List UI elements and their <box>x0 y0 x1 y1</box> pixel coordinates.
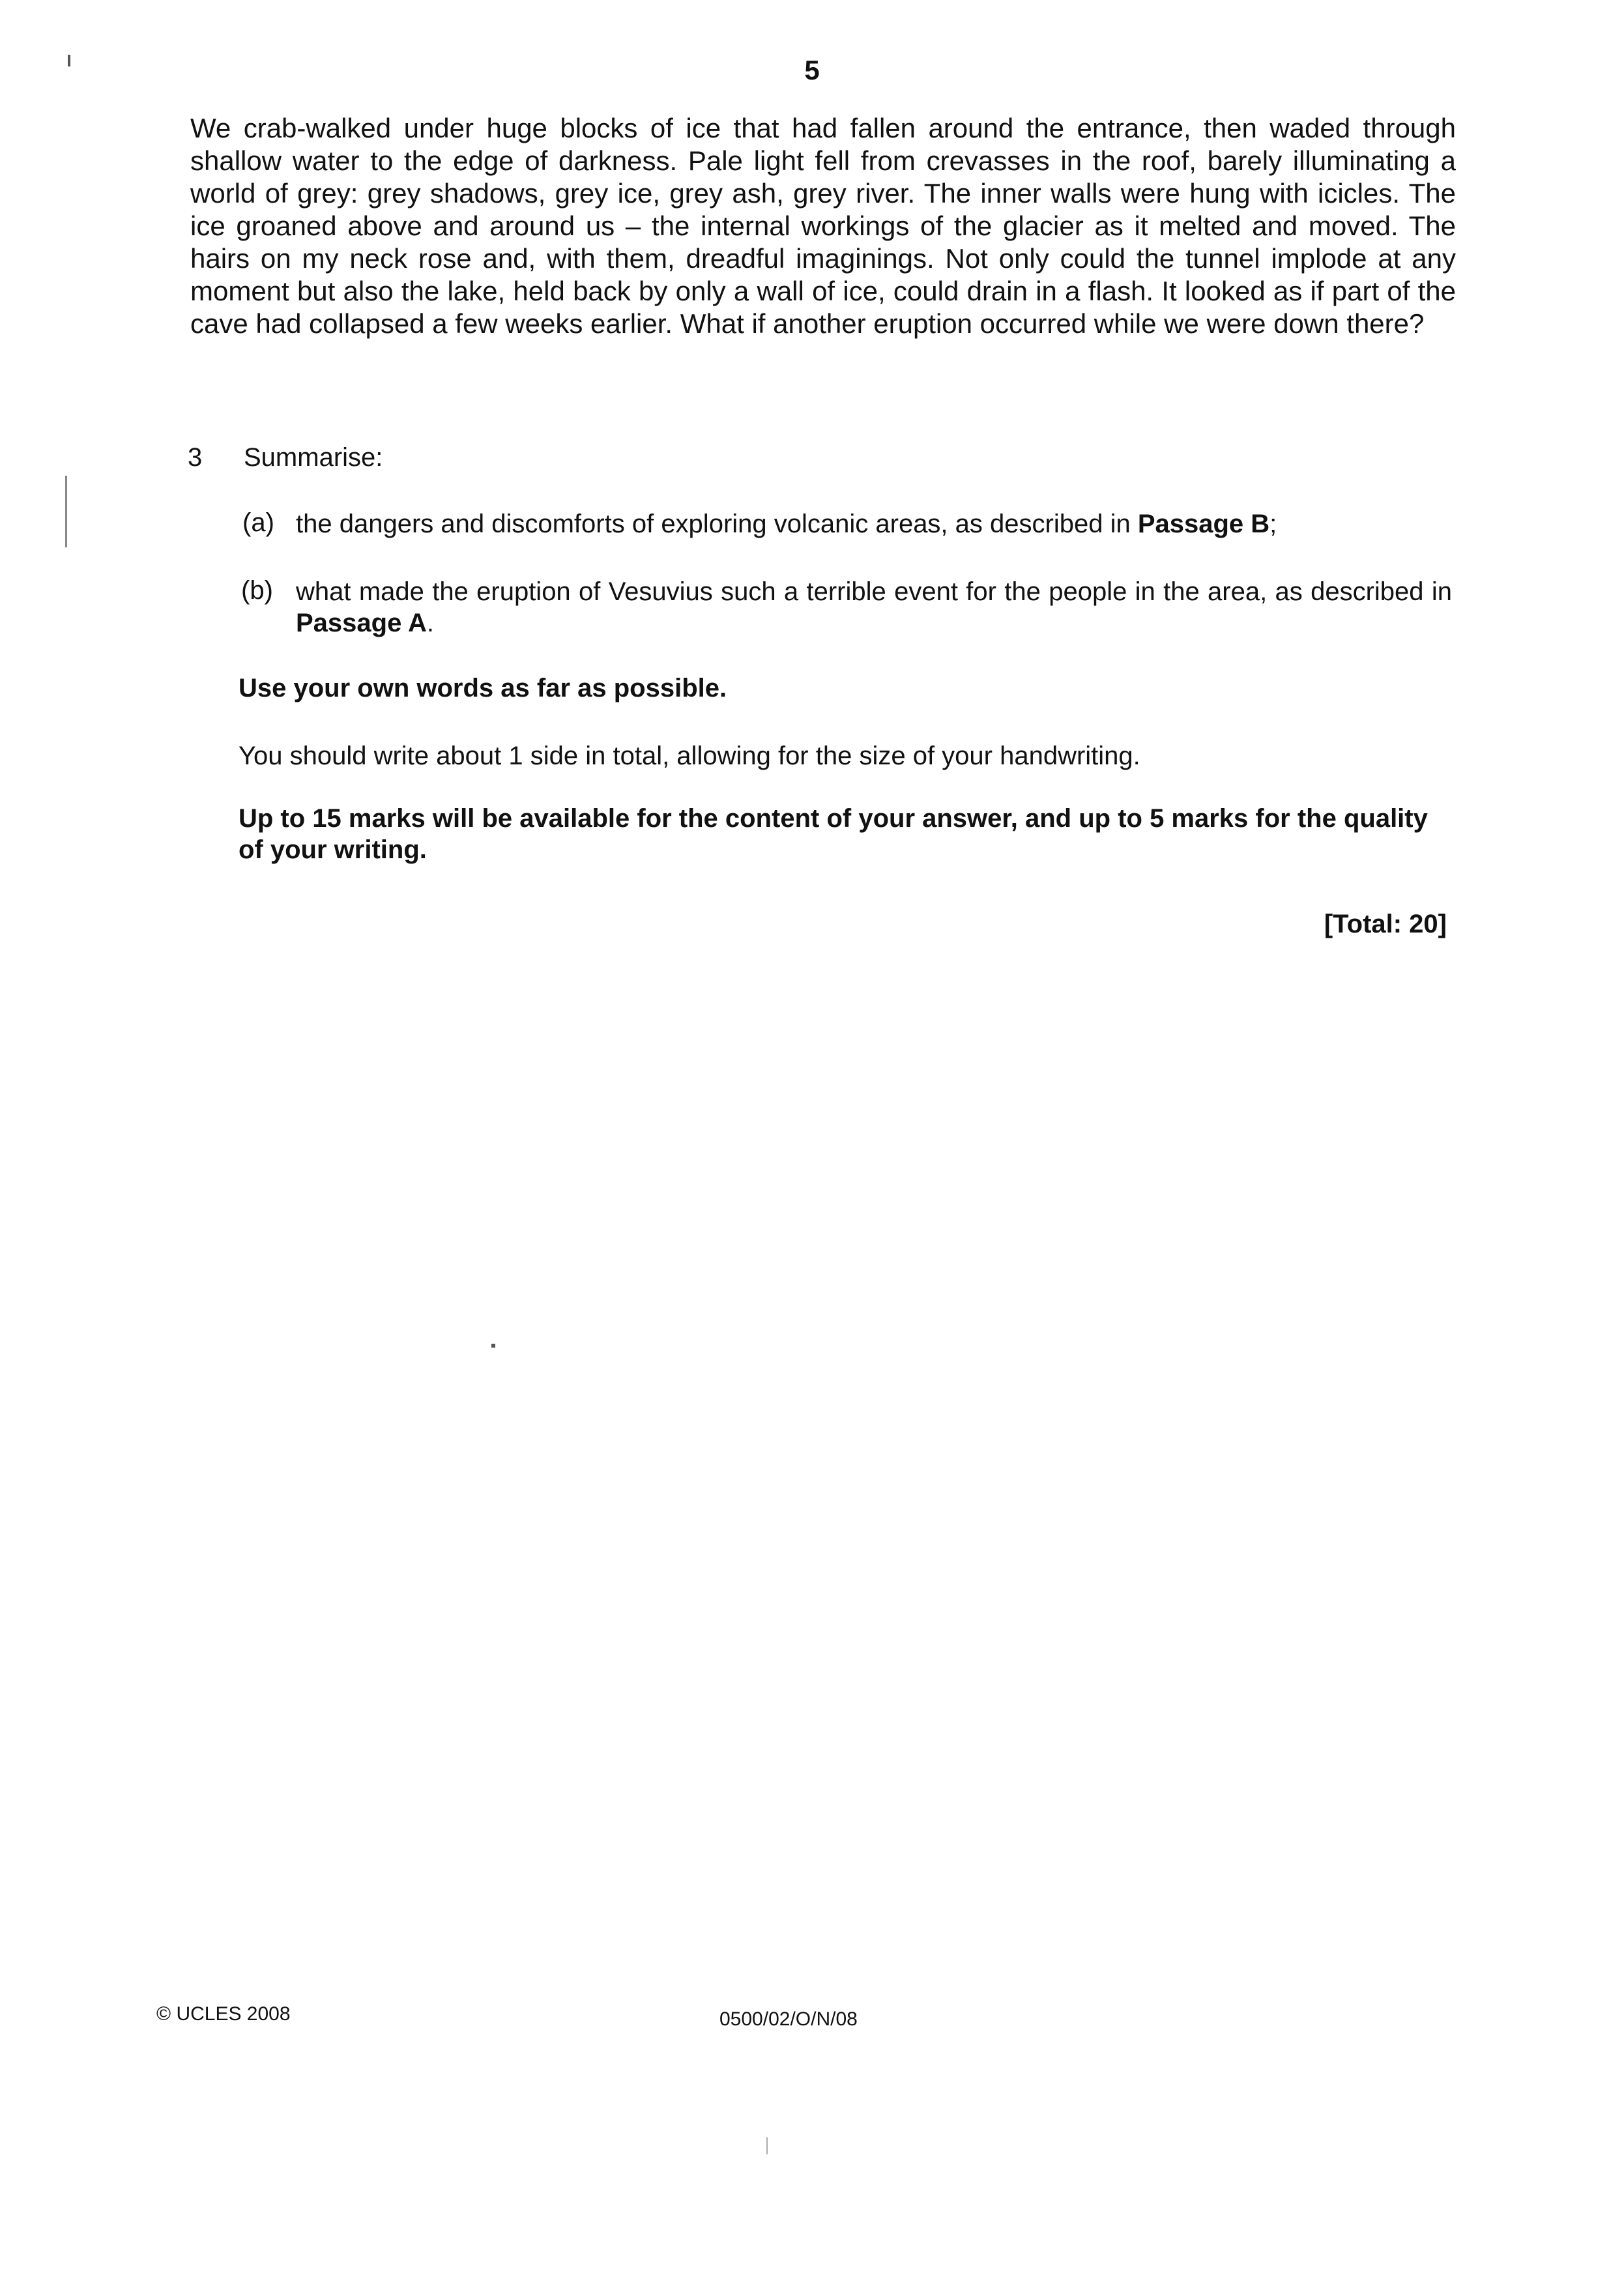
part-b-body: what made the eruption of Vesuvius such a terrible event for the people in the area, as described in <box>296 577 1452 606</box>
scan-mark <box>766 2137 768 2154</box>
part-b-passage-ref: Passage A <box>296 609 427 637</box>
part-a-passage-ref: Passage B <box>1137 510 1270 538</box>
question-number: 3 <box>188 443 203 472</box>
part-a-label: (a) <box>242 508 274 537</box>
page-number: 5 <box>804 55 820 85</box>
scan-mark <box>65 476 67 547</box>
instruction-own-words: Use your own words as far as possible. <box>239 674 727 702</box>
passage-text: We crab-walked under huge blocks of ice that had fallen around the entrance, then waded through shallow water to the edge of darkness. Pale light fell from crevasses in the roof, barely illuminating a world of grey: grey shadows, grey ice, grey ash, grey river. The inner walls were hung with icicles. The ice groaned above and around us – the internal workings of the glacier as it melted and moved. The hairs on my neck rose and, with them, dreadful imaginings. Not only could the tunnel implode at any moment but also the lake, held back by only a wall of ice, could drain in a flash. It looked as if part of the cave had collapsed a few weeks earlier. What if another eruption occurred while we were down there? <box>190 113 1456 339</box>
scan-mark <box>68 55 70 66</box>
question-prompt: Summarise: <box>244 443 383 472</box>
instruction-length: You should write about 1 side in total, allowing for the size of your handwriting. <box>239 742 1140 770</box>
scan-mark <box>491 1344 495 1348</box>
part-a-text <box>296 508 1452 540</box>
part-b-text <box>296 576 1452 639</box>
part-b-label: (b) <box>241 576 273 605</box>
footer-copyright: © UCLES 2008 <box>156 2003 291 2025</box>
part-a-end: ; <box>1269 510 1277 538</box>
part-a-body: the dangers and discomforts of exploring volcanic areas, as described in <box>296 510 1138 538</box>
part-b-end: . <box>426 609 434 637</box>
instruction-marks: Up to 15 marks will be available for the content of your answer, and up to 5 marks for the quality of your writing. <box>239 804 1428 864</box>
total-marks: [Total: 20] <box>1324 910 1447 938</box>
footer-paper-code: 0500/02/O/N/08 <box>719 2008 858 2030</box>
